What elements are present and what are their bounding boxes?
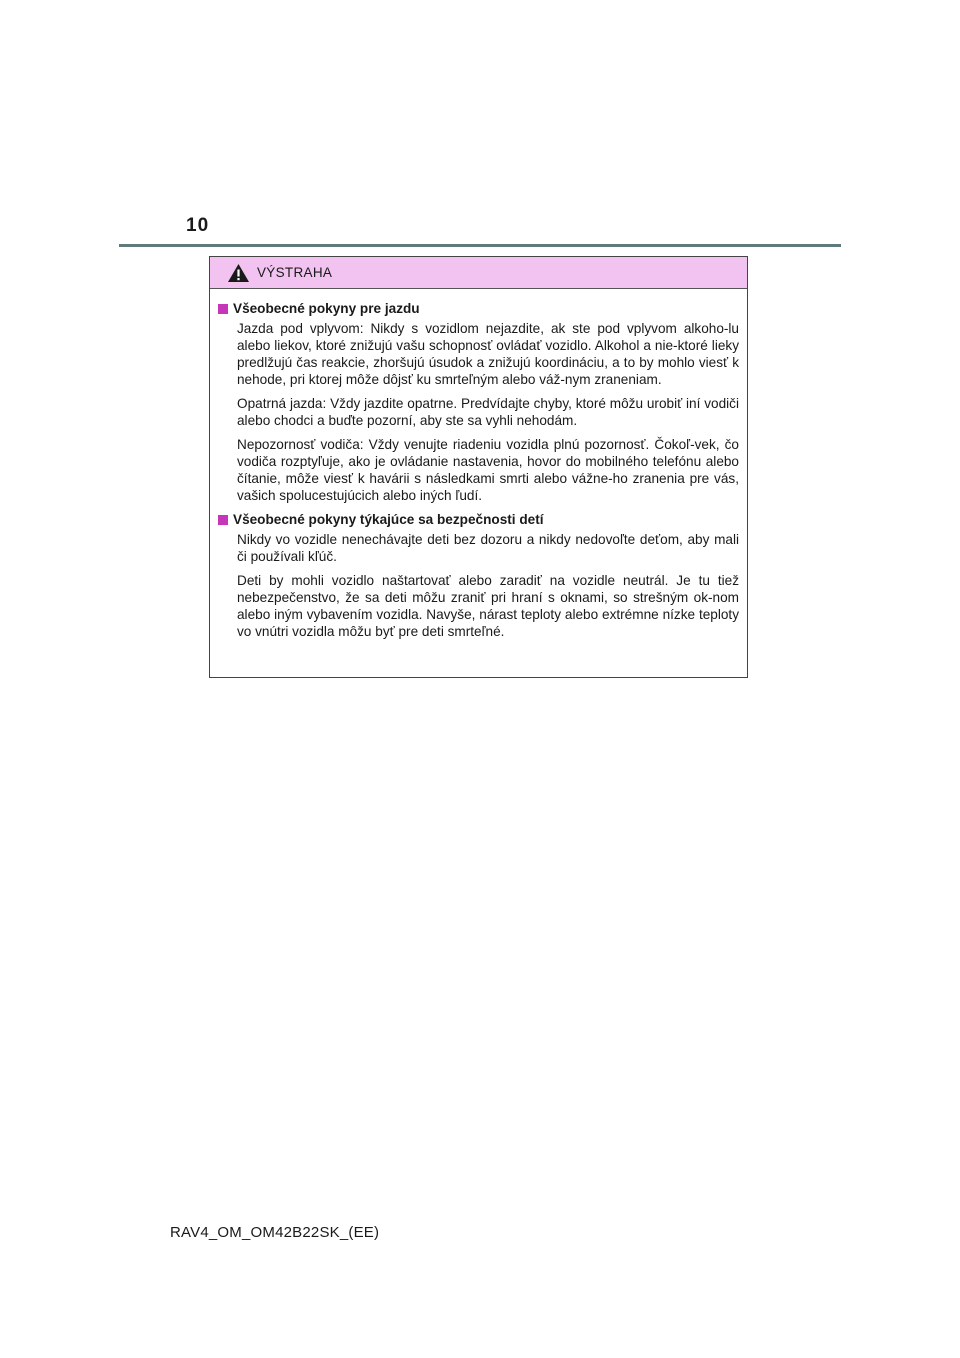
header-rule [119,244,841,247]
warning-header [210,257,747,289]
warning-body [210,289,747,640]
square-bullet-icon [218,304,228,314]
warning-triangle-icon [227,263,250,283]
section-heading-text: Všeobecné pokyny pre jazdu [233,301,420,316]
page-number: 10 [186,215,210,236]
paragraph: Jazda pod vplyvom: Nikdy s vozidlom nejazdite, ak ste pod vplyvom alkoho-lu alebo liekov, ktoré znižujú vašu schopnosť ovládať vozidlo. Alkohol a nie-ktoré lieky predlžujú čas reakcie, zhoršujú úsudok a znižujú koordináciu, a to by mohlo viesť k nehode, pri ktorej môže dôjsť ku smrteľným alebo váž-nym zraneniam. [237,321,739,387]
square-bullet-icon [218,515,228,525]
warning-title: VÝSTRAHA [257,265,333,280]
paragraph: Deti by mohli vozidlo naštartovať alebo zaradiť na vozidle neutrál. Je tu tiež nebezpečenstvo, že sa deti môžu zraniť pri hraní s oknami, so strešným ok-nom alebo iným vybavením vozidla. Navyše, nárast teploty alebo extrémne nízke teploty vo vnútri vozidla môžu byť pre deti smrteľné. [237,573,739,639]
section-heading [218,300,739,317]
section-heading-text: Všeobecné pokyny týkajúce sa bezpečnosti detí [233,512,544,527]
warning-box [209,256,748,678]
section-heading [218,511,739,528]
footer-document-code: RAV4_OM_OM42B22SK_(EE) [170,1224,380,1241]
paragraph: Opatrná jazda: Vždy jazdite opatrne. Predvídajte chyby, ktoré môžu urobiť iní vodiči alebo chodci a buďte pozorní, aby ste sa vyhli nehodám. [237,396,739,428]
paragraph: Nepozornosť vodiča: Vždy venujte riadeniu vozidla plnú pozornosť. Čokoľ-vek, čo vodiča rozptyľuje, ako je ovládanie nastavenia, hovor do mobilného telefónu alebo čítanie, môže viesť k havárii s následkami smrti alebo vážne-ho zranenia pre vás, vašich spolucestujúcich alebo iných ľudí. [237,437,739,503]
paragraph: Nikdy vo vozidle nenechávajte deti bez dozoru a nikdy nedovoľte deťom, aby mali či používali kľúč. [237,532,739,564]
